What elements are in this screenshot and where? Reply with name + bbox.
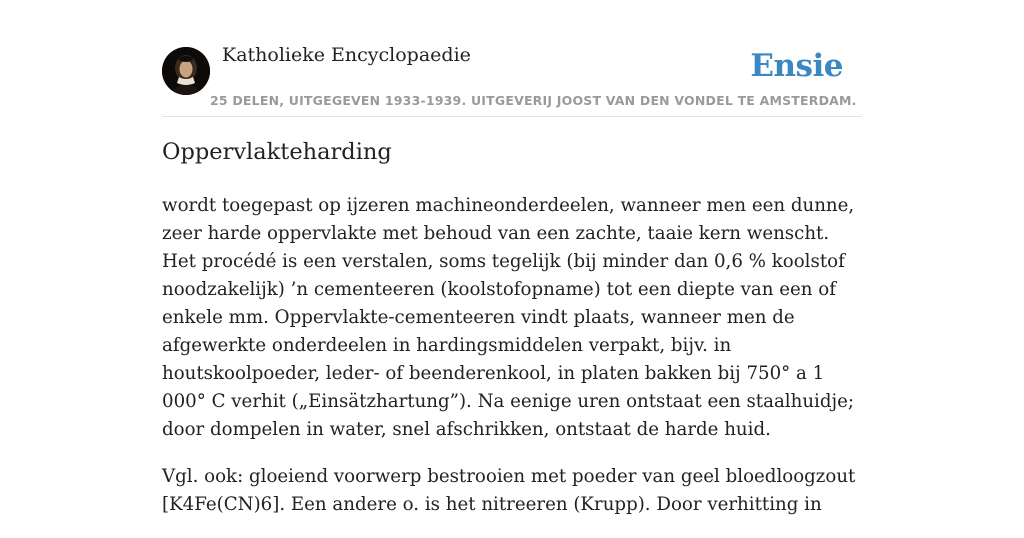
article-body [162,192,862,538]
portrait-icon [162,47,210,95]
publication-avatar[interactable] [162,47,210,95]
publication-subtitle: 25 DELEN, UITGEGEVEN 1933-1939. UITGEVERIJ JOOST VAN DEN VONDEL TE AMSTERDAM. [210,93,857,108]
article-paragraph: wordt toegepast op ijzeren machineonderdeelen, wanneer men een dunne, zeer harde oppervlakte met behoud van een zachte, taaie kern wenscht. Het procédé is een verstalen, soms tegelijk (bij minder dan 0,6 % koolstof noodzakelijk) ’n cementeeren (koolstofopname) tot een diepte van een of enkele mm. Oppervlakte-cementeeren vindt plaats, wanneer men de afgewerkte onderdeelen in hardingsmiddelen verpakt, bijv. in houtskoolpoeder, leder- of beenderenkool, in platen bakken bij 750° a 1 000° C verhit („Einsätzhartung”). Na eenige uren ontstaat een staalhuidje; door dompelen in water, snel afschrikken, ontstaat de harde huid. [162,195,855,440]
article-paragraph: Vgl. ook: gloeiend voorwerp bestrooien met poeder van geel bloedloogzout [K4Fe(CN)6]. Een andere o. is het nitreeren (Krupp). Door verhitting in [162,466,856,515]
article-title: Oppervlakteharding [162,139,392,165]
publication-title[interactable]: Katholieke Encyclopaedie [222,44,471,66]
page [162,0,862,515]
brand-logo[interactable]: Ensie [750,48,843,84]
publication-header [162,0,862,117]
